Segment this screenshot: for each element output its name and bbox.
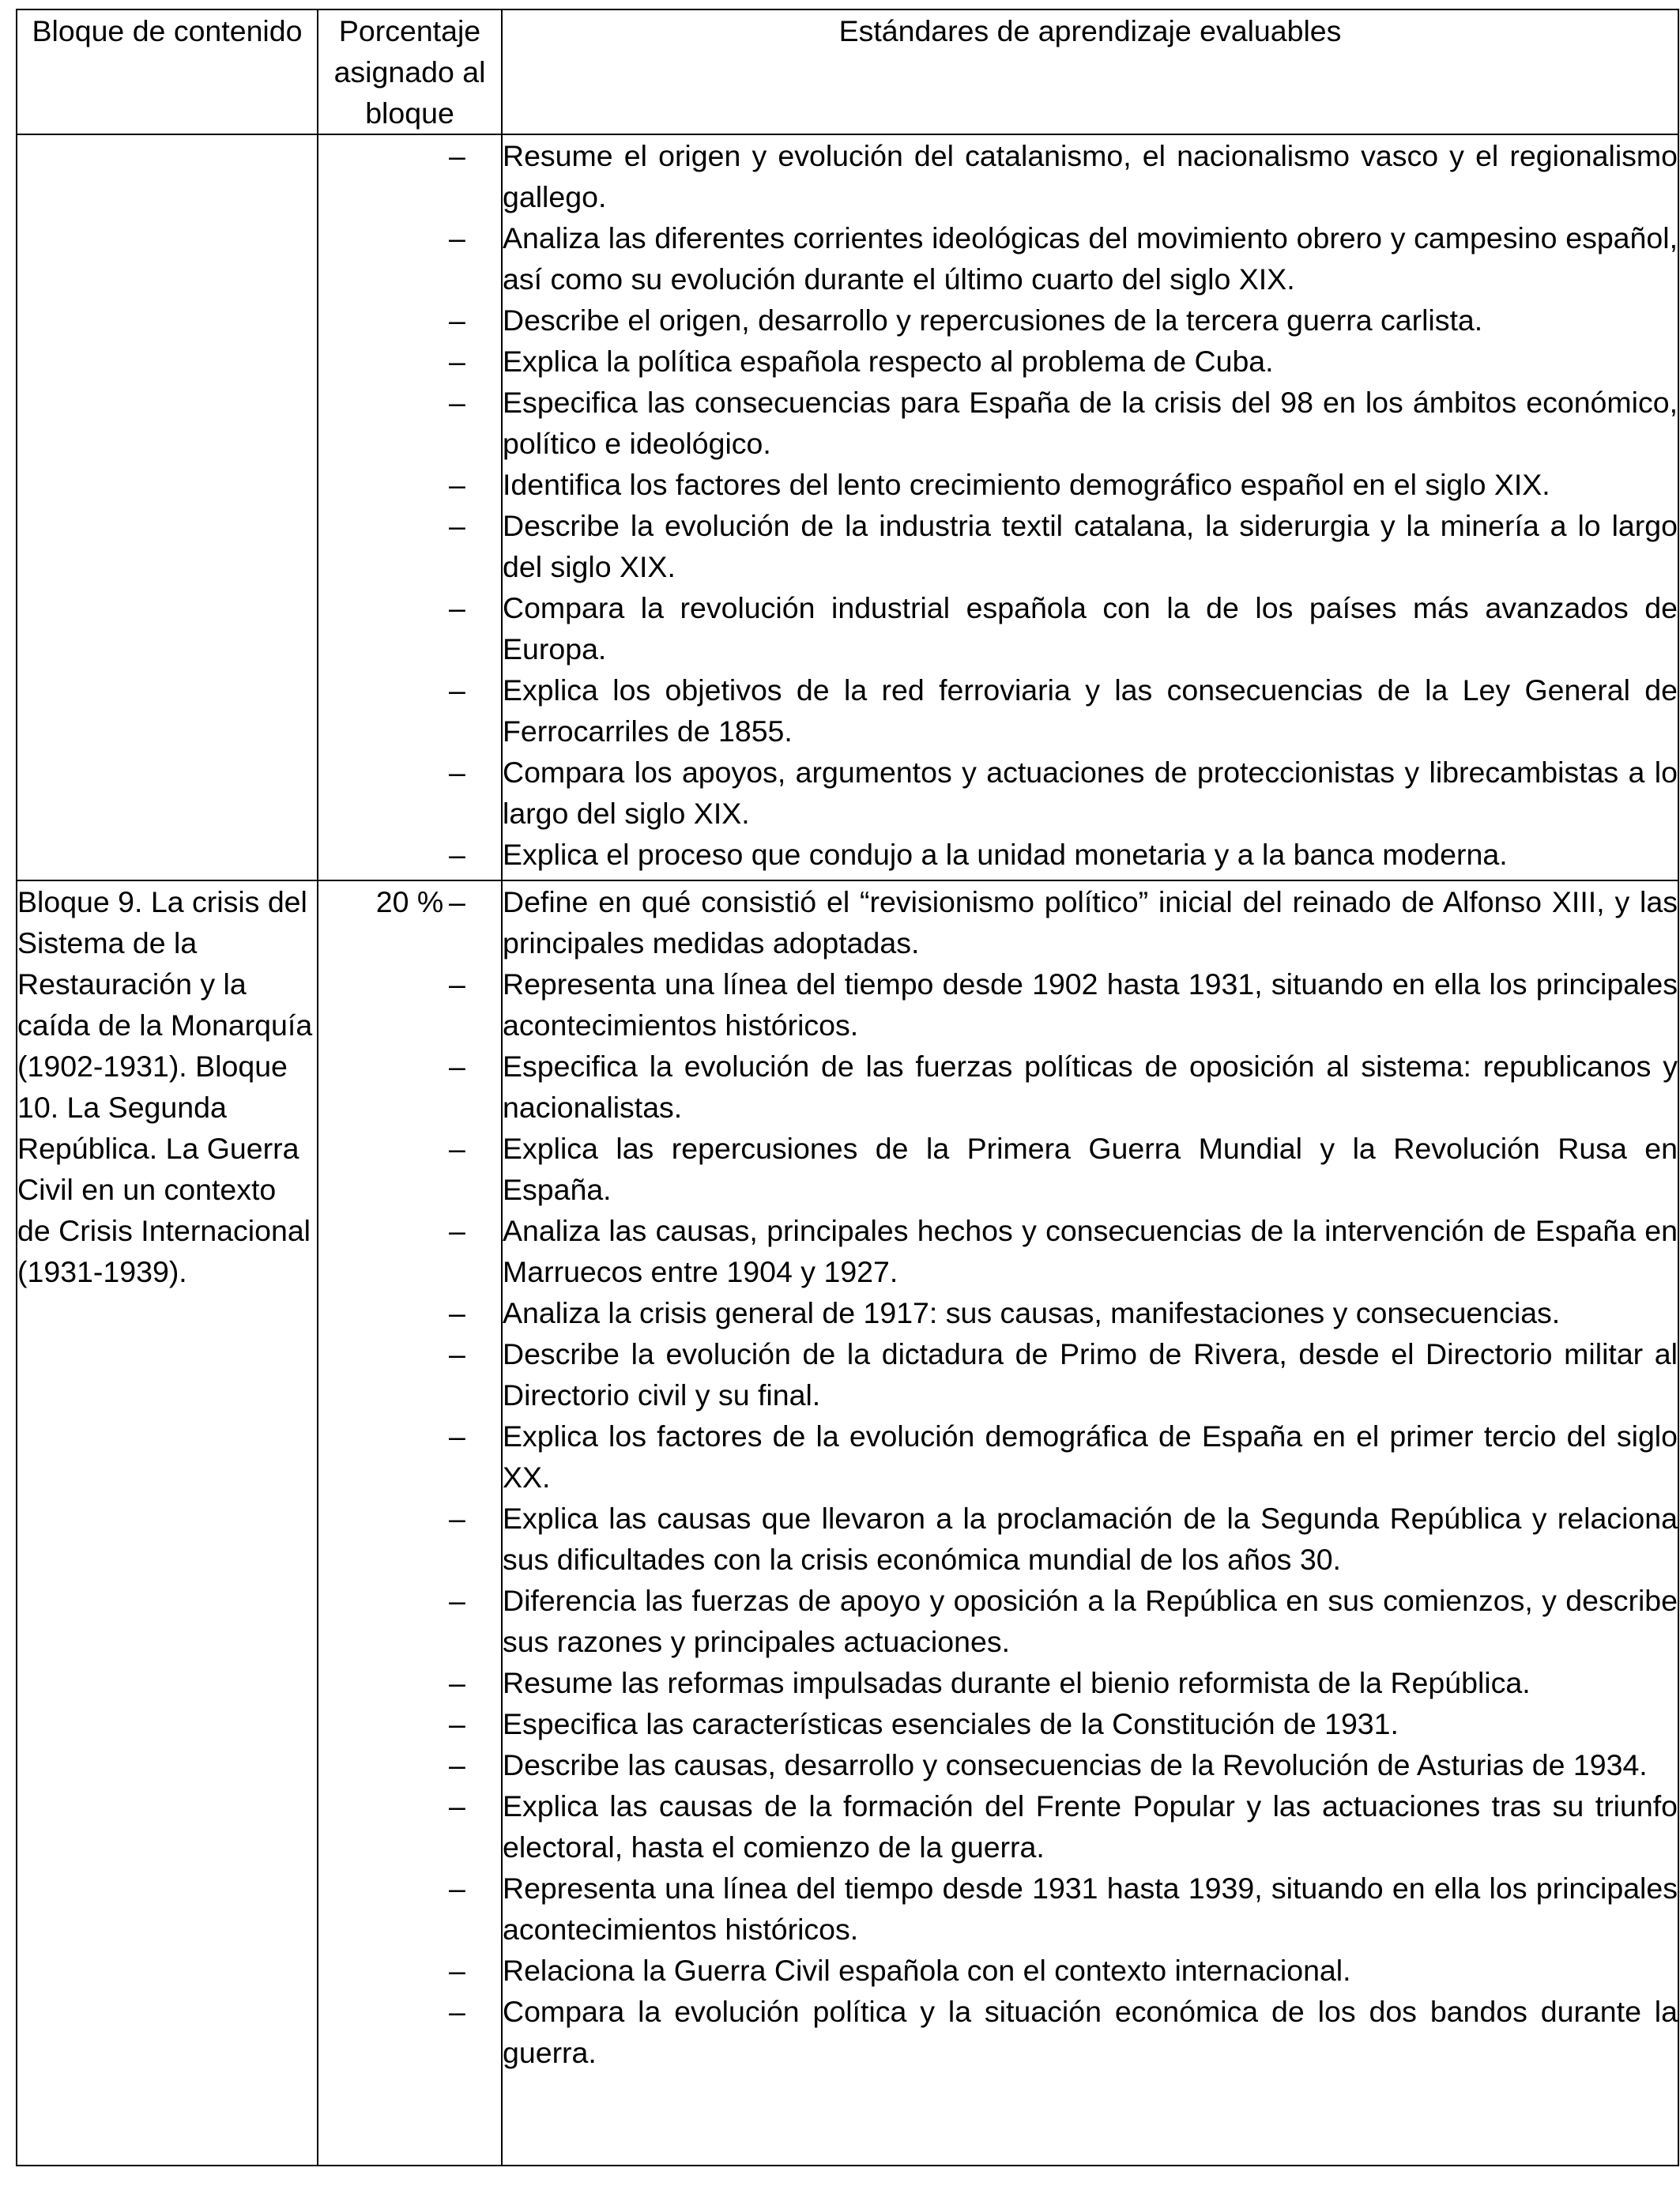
dash-bullet: –: [449, 1584, 465, 1617]
standard-text: Representa una línea del tiempo desde 1931 hasta 1939, situando en ella los principales acontecimientos históricos.: [503, 1872, 1678, 1946]
standard-text: Diferencia las fuerzas de apoyo y oposición a la República en sus comienzos, y describe sus razones y principales actuaciones.: [503, 1584, 1678, 1658]
table-row: [17, 880, 1678, 2166]
list-item: [449, 1662, 1678, 1703]
dash-bullet: –: [449, 345, 465, 378]
standard-text: Analiza la crisis general de 1917: sus causas, manifestaciones y consecuencias.: [503, 1296, 1561, 1329]
dash-bullet: –: [449, 1214, 465, 1247]
dash-bullet: –: [449, 1419, 465, 1453]
standard-text: Identifica los factores del lento crecimiento demográfico español en el siglo XIX.: [503, 468, 1550, 501]
list-item: [449, 1580, 1678, 1662]
list-item: [449, 1046, 1678, 1128]
list-item: [449, 341, 1678, 382]
header-block: [17, 9, 318, 134]
list-item: [449, 963, 1678, 1046]
list-item: [449, 217, 1678, 300]
table-row: [17, 134, 1678, 880]
standard-text: Explica los objetivos de la red ferroviaria y las consecuencias de la Ley General de Ferrocarriles de 1855.: [503, 673, 1678, 748]
standard-text: Describe el origen, desarrollo y repercusiones de la tercera guerra carlista.: [503, 303, 1483, 337]
standard-text: Explica las causas que llevaron a la proclamación de la Segunda República y relaciona sus dificultades con la crisis económica mundial de los años 30.: [503, 1502, 1678, 1576]
dash-bullet: –: [449, 1132, 465, 1165]
dash-bullet: –: [449, 1789, 465, 1823]
dash-bullet: –: [449, 1707, 465, 1740]
dash-bullet: –: [449, 1666, 465, 1699]
standards-list: [449, 881, 1678, 2073]
list-item: [449, 669, 1678, 752]
standard-text: Describe la evolución de la dictadura de Primo de Rivera, desde el Directorio militar al Directorio civil y su final.: [503, 1337, 1678, 1412]
dash-bullet: –: [449, 967, 465, 1001]
dash-bullet: –: [449, 885, 465, 918]
table-header-row: [17, 9, 1678, 134]
standard-text: Representa una línea del tiempo desde 1902 hasta 1931, situando en ella los principales acontecimientos históricos.: [503, 967, 1678, 1042]
list-item: [449, 505, 1678, 587]
header-standards: [502, 9, 1678, 134]
standard-text: Explica el proceso que condujo a la unidad monetaria y a la banca moderna.: [503, 838, 1508, 871]
list-item: [449, 1292, 1678, 1333]
list-item: [449, 1703, 1678, 1744]
dash-bullet: –: [449, 1995, 465, 2028]
standard-text: Compara la revolución industrial española con la de los países más avanzados de Europa.: [503, 591, 1678, 665]
standard-text: Explica la política española respecto al problema de Cuba.: [503, 345, 1274, 378]
dash-bullet: –: [449, 838, 465, 871]
list-item: [449, 881, 1678, 963]
list-item: [449, 464, 1678, 505]
dash-bullet: –: [449, 673, 465, 707]
list-item: [449, 1210, 1678, 1292]
dash-bullet: –: [449, 1337, 465, 1370]
percentage-cell: 20 %: [318, 880, 502, 2166]
list-item: [449, 1128, 1678, 1210]
standard-text: Describe la evolución de la industria textil catalana, la siderurgia y la minería a lo largo del siglo XIX.: [503, 509, 1678, 583]
dash-bullet: –: [449, 1502, 465, 1535]
list-item: [449, 1950, 1678, 1991]
standard-text: Especifica la evolución de las fuerzas políticas de oposición al sistema: republicanos y nacionalistas.: [503, 1050, 1678, 1124]
header-percentage-label: Porcentaje asignado al bloque: [333, 14, 486, 130]
standard-text: Resume las reformas impulsadas durante el bienio reformista de la República.: [503, 1666, 1531, 1699]
dash-bullet: –: [449, 1050, 465, 1083]
standard-text: Especifica las consecuencias para España de la crisis del 98 en los ámbitos económico, político e ideológico.: [503, 386, 1678, 460]
list-item: [449, 1868, 1678, 1950]
standards-cell: [449, 134, 1678, 880]
header-block-label: Bloque de contenido: [32, 14, 303, 47]
list-item: [449, 1991, 1678, 2073]
dash-bullet: –: [449, 303, 465, 337]
dash-bullet: –: [449, 386, 465, 419]
standard-text: Relaciona la Guerra Civil española con el contexto internacional.: [503, 1954, 1351, 1987]
standard-text: Explica los factores de la evolución demográfica de España en el primer tercio del siglo XX.: [503, 1419, 1678, 1494]
list-item: [449, 382, 1678, 464]
header-percentage: [318, 9, 502, 134]
list-item: [449, 752, 1678, 834]
block-cell: [17, 134, 318, 880]
dash-bullet: –: [449, 1748, 465, 1781]
dash-bullet: –: [449, 591, 465, 624]
header-standards-label: Estándares de aprendizaje evaluables: [838, 14, 1342, 47]
block-cell: Bloque 9. La crisis del Sistema de la Restauración y la caída de la Monarquía (1902-1931). Bloque 10. La Segunda República. La Guerra Civil en un contexto de Crisis Internacional (1931-1939).: [17, 880, 318, 2166]
list-item: [449, 834, 1678, 875]
standard-text: Analiza las diferentes corrientes ideológicas del movimiento obrero y campesino español, así como su evolución durante el último cuarto del siglo XIX.: [503, 221, 1678, 296]
list-item: [449, 1333, 1678, 1416]
standard-text: Compara la evolución política y la situación económica de los dos bandos durante la guerra.: [503, 1995, 1678, 2069]
list-item: [449, 300, 1678, 341]
list-item: [449, 587, 1678, 669]
standard-text: Compara los apoyos, argumentos y actuaciones de proteccionistas y librecambistas a lo largo del siglo XIX.: [503, 756, 1678, 830]
list-item: [449, 1785, 1678, 1868]
standards-list: [449, 135, 1678, 875]
dash-bullet: –: [449, 509, 465, 542]
standard-text: Especifica las características esenciales de la Constitución de 1931.: [503, 1707, 1399, 1740]
list-item: [449, 1498, 1678, 1580]
list-item: [449, 1744, 1678, 1785]
standard-text: Describe las causas, desarrollo y consecuencias de la Revolución de Asturias de 1934.: [503, 1748, 1648, 1781]
list-item: [449, 1416, 1678, 1498]
standards-table: [16, 9, 1679, 2166]
dash-bullet: –: [449, 139, 465, 172]
dash-bullet: –: [449, 468, 465, 501]
list-item: [449, 135, 1678, 217]
dash-bullet: –: [449, 1296, 465, 1329]
standard-text: Explica las causas de la formación del Frente Popular y las actuaciones tras su triunfo electoral, hasta el comienzo de la guerra.: [503, 1789, 1678, 1864]
dash-bullet: –: [449, 756, 465, 789]
standards-cell: [449, 880, 1678, 2166]
standard-text: Explica las repercusiones de la Primera Guerra Mundial y la Revolución Rusa en España.: [503, 1132, 1678, 1206]
dash-bullet: –: [449, 1954, 465, 1987]
standard-text: Analiza las causas, principales hechos y consecuencias de la intervención de España en Marruecos entre 1904 y 1927.: [503, 1214, 1678, 1288]
standard-text: Resume el origen y evolución del catalanismo, el nacionalismo vasco y el regionalismo gallego.: [503, 139, 1678, 213]
dash-bullet: –: [449, 221, 465, 254]
dash-bullet: –: [449, 1872, 465, 1905]
standard-text: Define en qué consistió el “revisionismo político” inicial del reinado de Alfonso XIII, y las principales medidas adoptadas.: [503, 885, 1678, 959]
percentage-cell: [318, 134, 502, 880]
